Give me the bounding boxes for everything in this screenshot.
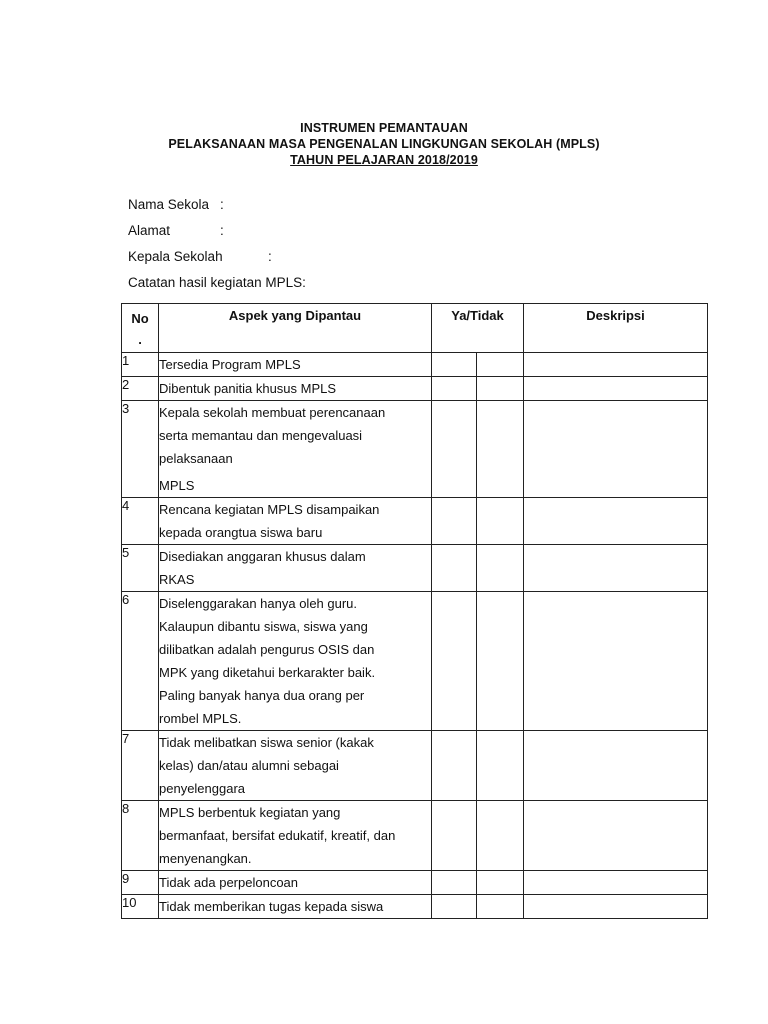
cell-deskripsi[interactable] xyxy=(524,353,708,377)
doc-title-line1: INSTRUMEN PEMANTAUAN xyxy=(300,121,468,135)
aspect-line: kelas) dan/atau alumni sebagai xyxy=(159,758,339,773)
cell-tidak[interactable] xyxy=(477,871,524,895)
row-number: 10 xyxy=(122,895,159,919)
cell-tidak[interactable] xyxy=(477,895,524,919)
doc-title-line3: TAHUN PELAJARAN 2018/2019 xyxy=(290,153,478,167)
aspect-line: dilibatkan adalah pengurus OSIS dan xyxy=(159,642,375,657)
aspect-line: Tidak melibatkan siswa senior (kakak xyxy=(159,735,374,750)
field-kepala-sekolah-label: Kepala Sekolah xyxy=(128,249,223,264)
field-alamat-colon: : xyxy=(220,223,224,238)
table-row xyxy=(122,731,708,801)
header-deskripsi: Deskripsi xyxy=(524,304,708,353)
aspect-line: RKAS xyxy=(159,572,195,587)
cell-deskripsi[interactable] xyxy=(524,895,708,919)
header-no xyxy=(122,304,159,353)
aspect-line: penyelenggara xyxy=(159,781,246,796)
row-aspect xyxy=(159,592,432,731)
cell-deskripsi[interactable] xyxy=(524,498,708,545)
aspect-line: Paling banyak hanya dua orang per xyxy=(159,688,365,703)
row-number: 8 xyxy=(122,801,159,871)
field-catatan-label: Catatan hasil kegiatan MPLS: xyxy=(128,275,306,290)
table-row xyxy=(122,545,708,592)
doc-title-line3-wrap xyxy=(0,153,768,167)
aspect-line: Dibentuk panitia khusus MPLS xyxy=(159,381,337,396)
aspect-line: Disediakan anggaran khusus dalam xyxy=(159,549,366,564)
row-aspect xyxy=(159,895,432,919)
aspect-line: Tidak memberikan tugas kepada siswa xyxy=(159,899,384,914)
cell-deskripsi[interactable] xyxy=(524,592,708,731)
aspect-line: serta memantau dan mengevaluasi xyxy=(159,428,363,443)
field-kepala-sekolah-colon: : xyxy=(268,249,272,264)
header-aspek: Aspek yang Dipantau xyxy=(159,304,432,353)
aspect-line: kepada orangtua siswa baru xyxy=(159,525,323,540)
table-row xyxy=(122,801,708,871)
cell-ya[interactable] xyxy=(432,801,477,871)
cell-tidak[interactable] xyxy=(477,377,524,401)
cell-ya[interactable] xyxy=(432,871,477,895)
aspect-line: Tidak ada perpeloncoan xyxy=(159,875,299,890)
row-aspect xyxy=(159,353,432,377)
aspect-line: MPK yang diketahui berkarakter baik. xyxy=(159,665,376,680)
aspect-line: menyenangkan. xyxy=(159,851,252,866)
aspect-line: bermanfaat, bersifat edukatif, kreatif, dan xyxy=(159,828,396,843)
aspect-line: rombel MPLS. xyxy=(159,711,242,726)
cell-ya[interactable] xyxy=(432,731,477,801)
cell-ya[interactable] xyxy=(432,377,477,401)
cell-tidak[interactable] xyxy=(477,801,524,871)
row-aspect xyxy=(159,498,432,545)
row-number: 2 xyxy=(122,377,159,401)
monitoring-table xyxy=(121,303,708,919)
aspect-line: Kalaupun dibantu siswa, siswa yang xyxy=(159,619,368,634)
row-aspect xyxy=(159,545,432,592)
table-row xyxy=(122,498,708,545)
table-header-row xyxy=(122,304,708,353)
table-row xyxy=(122,353,708,377)
row-number: 4 xyxy=(122,498,159,545)
header-no-line1: No xyxy=(131,311,149,326)
aspect-line: MPLS xyxy=(159,478,195,493)
doc-title-line2: PELAKSANAAN MASA PENGENALAN LINGKUNGAN SEKOLAH (MPLS) xyxy=(168,137,600,151)
cell-tidak[interactable] xyxy=(477,592,524,731)
row-aspect xyxy=(159,801,432,871)
row-aspect xyxy=(159,871,432,895)
table-row xyxy=(122,871,708,895)
row-number: 1 xyxy=(122,353,159,377)
field-catatan xyxy=(128,275,306,290)
table-row xyxy=(122,377,708,401)
cell-deskripsi[interactable] xyxy=(524,871,708,895)
aspect-line: Diselenggarakan hanya oleh guru. xyxy=(159,596,358,611)
row-number: 3 xyxy=(122,401,159,498)
cell-tidak[interactable] xyxy=(477,353,524,377)
row-aspect xyxy=(159,401,432,498)
row-aspect xyxy=(159,377,432,401)
row-number: 9 xyxy=(122,871,159,895)
aspect-line: MPLS berbentuk kegiatan yang xyxy=(159,805,341,820)
cell-deskripsi[interactable] xyxy=(524,731,708,801)
field-alamat xyxy=(128,223,224,238)
cell-ya[interactable] xyxy=(432,401,477,498)
header-ya-tidak: Ya/Tidak xyxy=(432,304,524,353)
field-kepala-sekolah xyxy=(128,249,272,264)
field-alamat-label: Alamat xyxy=(128,223,171,238)
aspect-line: Rencana kegiatan MPLS disampaikan xyxy=(159,502,380,517)
field-nama-sekolah xyxy=(128,197,224,212)
cell-tidak[interactable] xyxy=(477,498,524,545)
row-number: 6 xyxy=(122,592,159,731)
cell-ya[interactable] xyxy=(432,592,477,731)
aspect-line: Tersedia Program MPLS xyxy=(159,357,301,372)
row-aspect xyxy=(159,731,432,801)
field-nama-sekolah-label: Nama Sekola xyxy=(128,197,210,212)
table-row xyxy=(122,895,708,919)
cell-ya[interactable] xyxy=(432,545,477,592)
cell-tidak[interactable] xyxy=(477,545,524,592)
cell-tidak[interactable] xyxy=(477,731,524,801)
header-no-line2: . xyxy=(138,332,142,347)
cell-ya[interactable] xyxy=(432,353,477,377)
cell-deskripsi[interactable] xyxy=(524,545,708,592)
table-row xyxy=(122,401,708,498)
cell-ya[interactable] xyxy=(432,498,477,545)
cell-tidak[interactable] xyxy=(477,401,524,498)
row-number: 5 xyxy=(122,545,159,592)
cell-deskripsi[interactable] xyxy=(524,401,708,498)
field-nama-sekolah-colon: : xyxy=(220,197,224,212)
cell-ya[interactable] xyxy=(432,895,477,919)
aspect-line: pelaksanaan xyxy=(159,451,233,466)
cell-deskripsi[interactable] xyxy=(524,377,708,401)
table-row xyxy=(122,592,708,731)
row-number: 7 xyxy=(122,731,159,801)
cell-deskripsi[interactable] xyxy=(524,801,708,871)
aspect-line: Kepala sekolah membuat perencanaan xyxy=(159,405,386,420)
